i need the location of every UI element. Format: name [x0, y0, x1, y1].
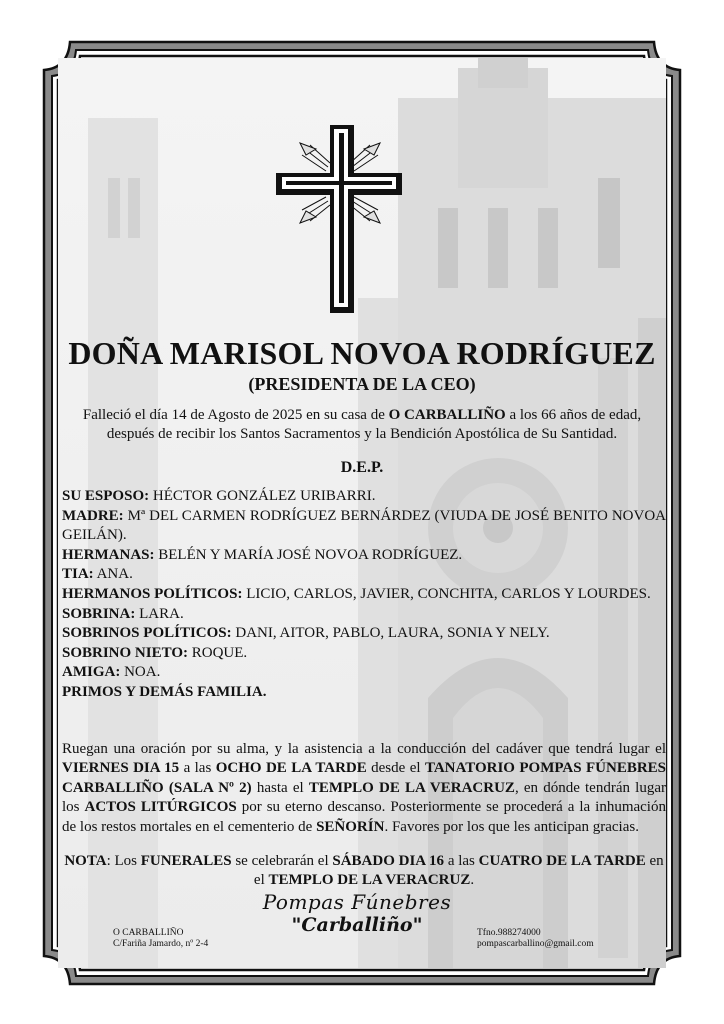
family-item [62, 565, 666, 585]
info-time: OCHO DE LA TARDE [215, 760, 367, 777]
family-value: Mª DEL CARMEN RODRÍGUEZ BERNÁRDEZ (VIUDA DE JOSÉ BENITO NOVOA GEILÁN). [62, 507, 666, 544]
deceased-name: DOÑA MARISOL NOVOA RODRÍGUEZ [68, 335, 656, 371]
family-value: LICIO, CARLOS, JAVIER, CONCHITA, CARLOS Y LOURDES. [242, 585, 651, 602]
info-cemetery: SEÑORÍN [316, 818, 385, 835]
ceremony-info [62, 740, 666, 837]
info-text: . Favores por los que les anticipan gracias. [384, 818, 639, 835]
family-item [62, 624, 666, 644]
footer-street: C/Fariña Jamardo, nº 2-4 [113, 939, 209, 949]
nota-label: NOTA [64, 853, 107, 869]
family-label: HERMANAS: [62, 546, 155, 563]
info-text: por su eterno descanso. Posteriormente se procederá a la inhumación de los restos mortales en el cementerio de [62, 799, 666, 835]
family-value: NOA. [120, 664, 161, 681]
family-value: BELÉN Y MARÍA JOSÉ NOVOA RODRÍGUEZ. [154, 546, 463, 563]
nota-text: : Los [106, 853, 141, 869]
family-item [62, 487, 666, 507]
family-label: SU ESPOSO: [62, 488, 150, 504]
family-item [62, 605, 666, 625]
footer-city: O CARBALLIÑO [113, 928, 184, 938]
family-label: HERMANOS POLÍTICOS: [62, 585, 243, 602]
cross-icon [270, 115, 410, 320]
nota-text: en el [253, 853, 664, 888]
info-text: a las [179, 760, 216, 777]
family-item [62, 683, 666, 703]
nota-time: CUATRO DE LA TARDE [478, 853, 646, 869]
family-label: SOBRINO NIETO: [62, 644, 189, 661]
info-funeral-home: TANATORIO POMPAS FÚNEBRES CARBALLIÑO (SALA Nº 2) [62, 760, 667, 796]
family-label: SOBRINOS POLÍTICOS: [62, 625, 232, 642]
info-text: hasta el [251, 779, 309, 796]
intro-text-1: Falleció el día 14 de Agosto de 2025 en su casa de [82, 407, 389, 423]
footer-email: pompascarballino@gmail.com [477, 939, 594, 949]
nota-church: TEMPLO DE LA VERACRUZ [268, 872, 471, 888]
funeral-home-logo [262, 890, 452, 950]
info-church: TEMPLO DE LA VERACRUZ [308, 779, 515, 796]
logo-line-1: Pompas Fúnebres [262, 890, 452, 914]
family-value: HÉCTOR GONZÁLEZ URIBARRI. [149, 488, 376, 504]
footer-phone: Tfno.988274000 [477, 928, 541, 938]
family-item [62, 585, 666, 605]
info-acts: ACTOS LITÚRGICOS [84, 799, 237, 816]
deceased-title: (PRESIDENTA DE LA CEO) [248, 374, 476, 394]
family-label: MADRE: [62, 507, 124, 524]
family-label: AMIGA: [62, 664, 121, 681]
info-day: VIERNES DIA 15 [62, 760, 180, 777]
family-value: DANI, AITOR, PABLO, LAURA, SONIA Y NELY. [231, 625, 550, 642]
family-item [62, 663, 666, 683]
nota-funerales: FUNERALES [140, 853, 232, 869]
nota-text: se celebrarán el [231, 853, 333, 869]
info-text: Ruegan una oración por su alma, y la asistencia a la conducción del cadáver que tendrá lugar el [62, 741, 666, 757]
family-list [62, 487, 666, 703]
family-label: SOBRINA: [62, 605, 136, 622]
nota-text: a las [444, 853, 479, 869]
intro-text-2: a los 66 años de edad, después de recibir los Santos Sacramentos y la Bendición Apostólica de Su Santidad. [106, 407, 642, 442]
family-value: ROQUE. [188, 644, 248, 661]
footer-contact [477, 928, 594, 950]
intro-place: O CARBALLIÑO [388, 407, 506, 423]
family-item [62, 546, 666, 566]
death-announcement [62, 406, 662, 444]
family-item [62, 644, 666, 664]
logo-line-2: "Carballiño" [291, 914, 423, 936]
funeral-note [62, 852, 666, 890]
family-item [62, 507, 666, 546]
info-text: desde el [366, 760, 425, 777]
family-value: LARA. [135, 605, 184, 622]
family-label: TIA: [62, 566, 94, 583]
nota-day: SÁBADO DIA 16 [332, 853, 445, 869]
footer-address [113, 928, 208, 950]
nota-text: . [470, 872, 475, 888]
family-label: PRIMOS Y DEMÁS FAMILIA. [62, 683, 267, 700]
info-text: , en dónde tendrán lugar los [62, 779, 666, 816]
dep-heading: D.E.P. [340, 459, 384, 476]
family-value: ANA. [93, 566, 133, 583]
